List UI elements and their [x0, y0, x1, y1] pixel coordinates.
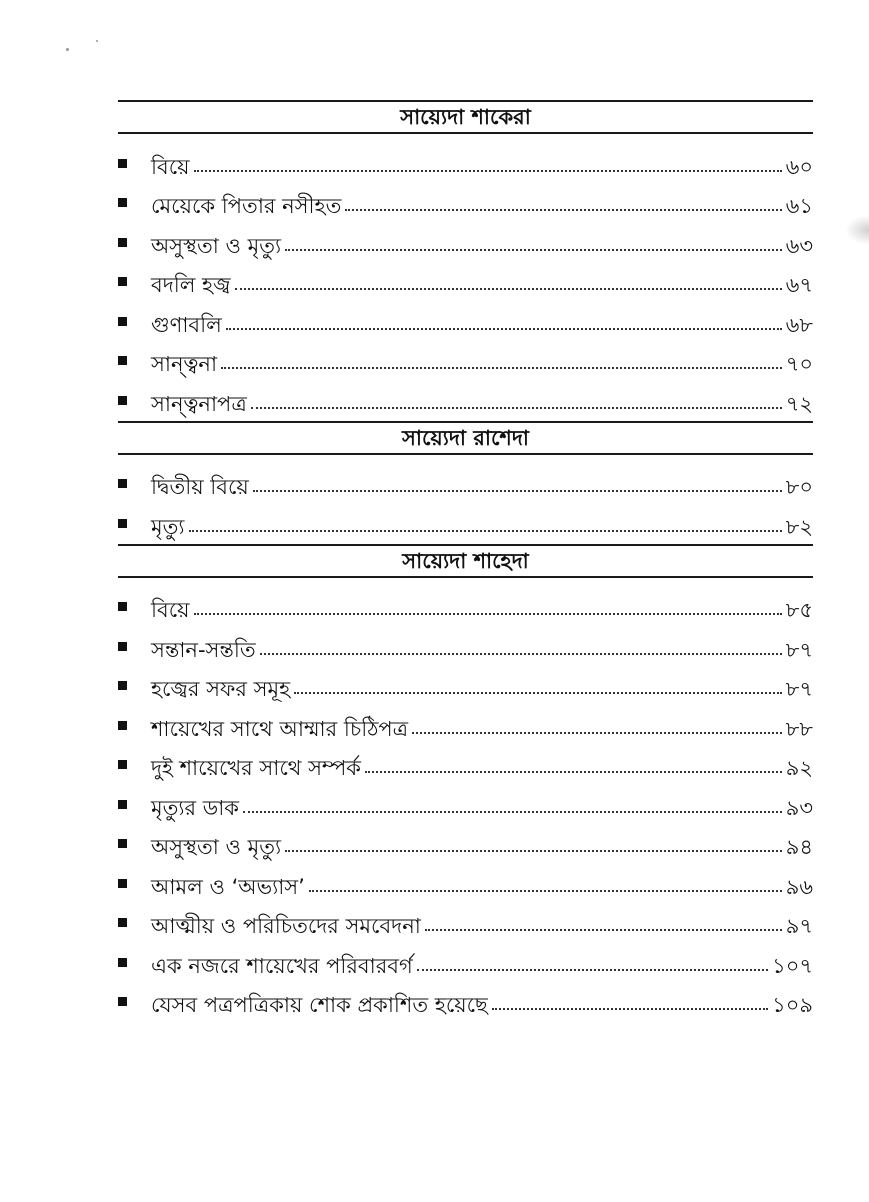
dot-leader — [251, 407, 782, 409]
entry-title: সান্ত্বনা — [151, 352, 218, 376]
section-entries — [118, 455, 813, 544]
dot-leader — [412, 732, 782, 734]
entry-page-number: ৮৫ — [785, 598, 813, 622]
square-bullet-icon — [118, 317, 127, 326]
entry-page-number: ৯৩ — [785, 795, 813, 820]
section-heading: সায়্যেদা শাহেদা — [118, 544, 813, 578]
square-bullet-icon — [118, 918, 127, 927]
toc-entry[interactable] — [118, 221, 813, 261]
entry-title: মৃত্যু — [151, 514, 185, 539]
dot-leader — [189, 530, 782, 532]
toc-entry[interactable] — [118, 981, 813, 1021]
dot-leader — [226, 328, 782, 330]
square-bullet-icon — [118, 721, 127, 730]
dot-leader — [285, 249, 782, 251]
entry-title: অসুস্থতা ও মৃত্যু — [151, 233, 282, 258]
square-bullet-icon — [118, 879, 127, 888]
entry-title: মৃত্যুর ডাক — [151, 795, 239, 820]
dot-leader — [425, 929, 782, 931]
dot-leader — [243, 811, 782, 813]
toc-entry[interactable] — [118, 704, 813, 744]
entry-page-number: ৯৭ — [785, 914, 813, 938]
dot-leader — [365, 771, 782, 773]
entry-title: অসুস্থতা ও মৃত্যু — [151, 835, 282, 859]
entry-title: বিয়ে — [151, 154, 190, 179]
scan-speck — [96, 40, 98, 42]
entry-title: হজ্বের সফর সমূহ — [151, 677, 291, 701]
entry-title: দুই শায়েখের সাথে সম্পর্ক — [151, 756, 361, 780]
square-bullet-icon — [118, 356, 127, 365]
toc-entry[interactable] — [118, 182, 813, 222]
square-bullet-icon — [118, 519, 127, 528]
entry-title: সন্তান-সন্ততি — [151, 637, 256, 662]
entry-page-number: ১০৯ — [772, 993, 813, 1017]
entry-page-number: ১০৭ — [772, 953, 813, 978]
section-heading: সায়্যেদা রাশেদা — [118, 421, 813, 455]
toc-entry[interactable] — [118, 783, 813, 823]
dot-leader — [492, 1008, 768, 1010]
entry-title: আত্মীয় ও পরিচিতদের সমবেদনা — [151, 914, 421, 938]
toc-entry[interactable] — [118, 300, 813, 340]
square-bullet-icon — [118, 396, 127, 405]
square-bullet-icon — [118, 997, 127, 1006]
entry-page-number: ৬১ — [785, 194, 813, 218]
toc-entry[interactable] — [118, 502, 813, 542]
toc-entry[interactable] — [118, 379, 813, 419]
entry-page-number: ৬৭ — [785, 273, 813, 297]
entry-page-number: ৯৪ — [785, 835, 813, 859]
square-bullet-icon — [118, 602, 127, 611]
entry-title: এক নজরে শায়েখের পরিবারবর্গ — [151, 953, 413, 978]
entry-title: যেসব পত্রপত্রিকায় শোক প্রকাশিত হয়েছে — [151, 993, 488, 1017]
section-entries — [118, 134, 813, 421]
entry-page-number: ৬৩ — [785, 233, 813, 258]
dot-leader — [194, 613, 782, 615]
entry-page-number: ৯২ — [785, 756, 813, 780]
dot-leader — [417, 969, 768, 971]
entry-page-number: ৯৬ — [785, 874, 813, 899]
toc-section — [118, 100, 813, 421]
square-bullet-icon — [118, 479, 127, 488]
entry-page-number: ৬০ — [785, 154, 813, 179]
entry-page-number: ৭২ — [785, 391, 813, 416]
entry-page-number: ৮৮ — [785, 716, 813, 741]
square-bullet-icon — [118, 681, 127, 690]
square-bullet-icon — [118, 839, 127, 848]
table-of-contents — [118, 100, 813, 1022]
toc-entry[interactable] — [118, 142, 813, 182]
toc-entry[interactable] — [118, 744, 813, 784]
square-bullet-icon — [118, 760, 127, 769]
section-heading: সায়্যেদা শাকেরা — [118, 100, 813, 134]
entry-title: বিয়ে — [151, 598, 190, 622]
dot-leader — [294, 692, 782, 694]
toc-entry[interactable] — [118, 340, 813, 380]
dot-leader — [260, 653, 782, 655]
square-bullet-icon — [118, 159, 127, 168]
toc-entry[interactable] — [118, 665, 813, 705]
dot-leader — [285, 850, 782, 852]
dot-leader — [235, 288, 782, 290]
square-bullet-icon — [118, 238, 127, 247]
entry-title: মেয়েকে পিতার নসীহত — [151, 194, 342, 218]
entry-title: আমল ও ‘অভ্যাস’ — [151, 874, 305, 899]
dot-leader — [309, 890, 782, 892]
toc-entry[interactable] — [118, 902, 813, 942]
entry-title: শায়েখের সাথে আম্মার চিঠিপত্র — [151, 716, 409, 741]
scan-smudge — [845, 215, 869, 245]
dot-leader — [253, 490, 782, 492]
square-bullet-icon — [118, 958, 127, 967]
toc-entry[interactable] — [118, 463, 813, 503]
toc-entry[interactable] — [118, 862, 813, 902]
square-bullet-icon — [118, 800, 127, 809]
toc-section — [118, 544, 813, 1023]
square-bullet-icon — [118, 642, 127, 651]
section-entries — [118, 578, 813, 1023]
dot-leader — [194, 170, 782, 172]
toc-entry[interactable] — [118, 586, 813, 626]
toc-entry[interactable] — [118, 823, 813, 863]
entry-title: সান্ত্বনাপত্র — [151, 391, 247, 416]
square-bullet-icon — [118, 198, 127, 207]
scan-speck — [66, 48, 69, 51]
toc-entry[interactable] — [118, 941, 813, 981]
entry-page-number: ৮৭ — [785, 677, 813, 701]
entry-page-number: ৬৮ — [785, 312, 813, 337]
entry-page-number: ৮০ — [785, 475, 813, 499]
entry-title: বদলি হজ্ব — [151, 273, 231, 297]
toc-section — [118, 421, 813, 544]
dot-leader — [221, 367, 782, 369]
toc-entry[interactable] — [118, 625, 813, 665]
entry-page-number: ৭০ — [785, 352, 813, 376]
dot-leader — [345, 209, 781, 211]
toc-entry[interactable] — [118, 261, 813, 301]
entry-page-number: ৮৭ — [785, 637, 813, 662]
entry-title: দ্বিতীয় বিয়ে — [151, 475, 249, 499]
square-bullet-icon — [118, 277, 127, 286]
entry-page-number: ৮২ — [785, 514, 813, 539]
entry-title: গুণাবলি — [151, 312, 222, 337]
